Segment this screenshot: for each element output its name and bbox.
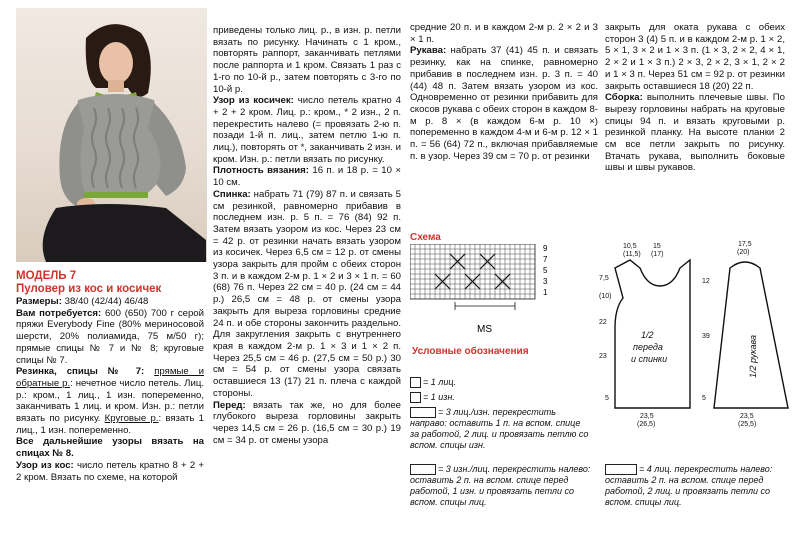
cross-left-symbol bbox=[410, 464, 436, 475]
further-paragraph bbox=[16, 436, 204, 459]
column-4 bbox=[605, 22, 785, 174]
density-paragraph bbox=[213, 165, 401, 188]
sleeve-outline bbox=[714, 262, 788, 408]
woman-in-sweater-illustration bbox=[16, 8, 207, 262]
repeat-label: MS bbox=[477, 324, 492, 335]
sizes-label: Размеры: bbox=[16, 296, 62, 307]
body-label-2: переда bbox=[633, 342, 663, 352]
sleeve-bottom-alt: (25,5) bbox=[738, 421, 757, 428]
front-label: Перед: bbox=[213, 399, 246, 411]
legend-cross-right bbox=[410, 407, 590, 451]
legend-purl bbox=[410, 392, 590, 403]
legend-text: = 1 изн. bbox=[423, 392, 455, 402]
chart-grid bbox=[410, 244, 535, 299]
knitting-chart bbox=[410, 244, 560, 336]
sizes-paragraph bbox=[16, 296, 204, 308]
further-note: Все дальнейшие узоры вязать на спицах № 8. bbox=[16, 436, 204, 460]
cable-pattern-paragraph bbox=[16, 460, 204, 483]
sleeve-value: набрать 37 (41) 45 п. и связать резинку, как на спинке, равномерно прибавив в последнем изн. р. 3 п. = 40 (44) 48 п. Затем вязать узором из кос. Одновременно от резинки прибавить для скосов рукава с обеих сторон в каждом 8-м р. 8 × (в каждом 6-м р. 10 ×) попеременно в каждом 4-м и 6-м р. 12 × 1 п. = 56 (64) 72 п., включая прибавляемые п. в узор. Через 39 см = 70 р. от резинки bbox=[410, 45, 598, 162]
top-width: 10,5 bbox=[623, 243, 637, 250]
front-continued: средние 20 п. и в каждом 2-м р. 2 × 2 и 3 × 1 п. bbox=[410, 22, 598, 45]
materials-value: 600 (650) 700 г серой пряжи Everybody Fine (80% мериносовой шерсти, 20% полиамида, 75 м/50 г); прямые спицы № 7 и № 8; круговые спицы № 7. bbox=[16, 307, 204, 366]
column-2 bbox=[213, 25, 401, 446]
materials-paragraph bbox=[16, 308, 204, 367]
rib-value: : нечетное число петель. Лиц. р.: кром., 1 лиц., 1 изн. попеременно, заканчивать 1 лиц. и кром. Изн. р.: петли вязать по рисунку. bbox=[16, 377, 204, 425]
model-number: МОДЕЛЬ 7 bbox=[16, 270, 77, 282]
sleeve-label: 1/2 рукава bbox=[748, 335, 758, 378]
model-name: Пуловер из кос и косичек bbox=[16, 283, 162, 295]
back-value: набрать 71 (79) 87 п. и связать 5 см резинкой, равномерно прибавив в последнем изн. р. 5 п. = 76 (84) 92 п. Затем вязать узором из кос. Через 23 см = 42 р. от резинки начать вязать узором из косичек. Через 6,5 см = 12 р. от смены узора закрыть для пройм с обеих сторон 3 п. и в каждом 2-м р. 1 × 2 и 3 × 1 п. = 60 (68) 76 п. Через 22 см = 40 р. (24 см = 44 р.) 26,5 см = 48 р. от смены узора закрыть для выреза горловины средние 24 п. и обе стороны закончить раздельно. Для закругления закрыть с внутреннего края в каждом 2-м р. 1 × 3 и 1 × 2 п. Через 25,5 см = 46 р. (27,5 см = 50 р.) 30 см = 54 р. от смены узора связать оставшиеся 13 (17) 21 п. плеча с каждой стороны. bbox=[213, 188, 401, 399]
body-schematic bbox=[585, 238, 695, 428]
back-label: Спинка: bbox=[213, 188, 251, 200]
purl-symbol bbox=[410, 392, 421, 403]
circular-rows-label: Круговые р. bbox=[104, 413, 159, 425]
body-width: 23,5 bbox=[640, 413, 654, 420]
armhole-height: 22 bbox=[599, 319, 607, 326]
side-length: 23 bbox=[599, 353, 607, 360]
rib-label: Резинка, спицы № 7: bbox=[16, 366, 145, 378]
cable-pattern-value: число петель кратно 8 + 2 + 2 кром. Вязать по схеме, на которой bbox=[16, 459, 204, 483]
row-number: 1 bbox=[543, 288, 548, 297]
legend-cross-left bbox=[410, 464, 595, 508]
assembly-paragraph bbox=[605, 92, 785, 174]
sleeve-continued: закрыть для оката рукава с обеих сторон 3 (4) 5 п. и в каждом 2-м р. 1 × 2, 5 × 1, 3 × 2 и 1 × 3 п. (1 × 3, 2 × 2, 4 × 1, 2 × 2 и 1 × 3 п.) 2 × 3, 2 × 2, 3 × 1, 2 × 2 и 1 × 3 п. Через 51 см = 92 р. от резинки закрыть оставшиеся 18 (20) 22 п. bbox=[605, 22, 785, 92]
knit-symbol bbox=[410, 377, 421, 388]
model-photo bbox=[16, 8, 207, 262]
body-label-3: и спинки bbox=[631, 354, 668, 364]
braid-paragraph bbox=[213, 95, 401, 165]
column-3 bbox=[410, 22, 598, 162]
cap-height: 12 bbox=[702, 278, 710, 285]
four-cross-symbol bbox=[605, 464, 637, 475]
legend-title: Условные обозначения bbox=[412, 346, 529, 357]
sleeve-rib: 5 bbox=[702, 395, 706, 402]
cross-right-symbol bbox=[410, 407, 436, 418]
rib-rows-label: прямые и обратные р. bbox=[16, 366, 204, 389]
circular-value: : вязать 1 лиц., 1 изн. попеременно. bbox=[16, 413, 204, 436]
braid-label: Узор из косичек: bbox=[213, 95, 294, 107]
top-width-alt: (11,5) bbox=[623, 251, 641, 258]
back-paragraph bbox=[213, 189, 401, 400]
chart-row-numbers bbox=[543, 244, 548, 297]
assembly-label: Сборка: bbox=[605, 92, 643, 104]
row-number: 7 bbox=[543, 255, 548, 264]
legend-text: = 4 лиц. перекрестить налево: оставить 2 п. на вспом. спице перед работой, 2 лиц. и провязать петли со вспом. спицы лиц. bbox=[605, 464, 773, 508]
braid-value: число петель кратно 4 + 2 + 2 кром. Лиц. р.: кром., * 2 изн., 2 п. перекрестить налево (= провязать 2-ю п. позади 1-й п. лиц., затем петлю 1-ю п. лиц.), повторять от *, заканчивать 2 изн. и кром. Изн. р.: петли вязать по рисунку. bbox=[213, 95, 401, 165]
rib-height: 5 bbox=[605, 395, 609, 402]
sleeve-label: Рукава: bbox=[410, 45, 447, 57]
shoulder-depth-alt: (10) bbox=[599, 293, 612, 300]
sizes-value: 38/40 (42/44) 46/48 bbox=[61, 296, 149, 307]
row-number: 9 bbox=[543, 244, 548, 253]
sleeve-bottom: 23,5 bbox=[740, 413, 754, 420]
legend-text: = 3 изн./лиц. перекрестить налево: оставить 2 п. на вспом. спице перед работой, 1 изн. и провязать петли со вспом. спицы лиц. bbox=[410, 464, 591, 508]
chart-title: Схема bbox=[410, 232, 441, 243]
legend-text: = 3 лиц./изн. перекрестить направо: оставить 1 п. на вспом. спице за работой, 2 лиц. и провязать петлю со вспом. спицы изн. bbox=[410, 407, 589, 451]
body-label-1: 1/2 bbox=[641, 330, 654, 340]
row-number: 5 bbox=[543, 266, 548, 275]
sleeve-top: 17,5 bbox=[738, 241, 752, 248]
sleeve-paragraph bbox=[410, 45, 598, 162]
column-1 bbox=[16, 270, 204, 483]
materials-label: Вам потребуется: bbox=[16, 307, 102, 319]
front-paragraph bbox=[213, 400, 401, 447]
neck-width-alt: (17) bbox=[651, 251, 664, 258]
shoulder-depth: 7,5 bbox=[599, 275, 609, 282]
assembly-value: выполнить плечевые швы. По вырезу горловины набрать на круговые спицы 94 п. и вязать круговыми р. резинкой планку. На высоте планки 2 см все петли закрыть по рисунку. Втачать рукава, выполнить боковые швы и швы рукавов. bbox=[605, 92, 785, 174]
sleeve-top-alt: (20) bbox=[737, 249, 750, 256]
front-value: вязать так же, но для более глубокого выреза горловины закрыть через 14,5 см = 26 р. (16,5 см = 30 р.) 19 см = 34 р. от смены узора bbox=[213, 399, 401, 446]
density-label: Плотность вязания: bbox=[213, 165, 309, 177]
pattern-continued: приведены только лиц. р., в изн. р. петли вязать по рисунку. Начинать с 1 кром., повторять раппорт, заканчивать петлями после раппорта и 1 кром. Связать 1 раз с 1-го по 10-й р., затем повторять с 3-го по 10-й р. bbox=[213, 25, 401, 95]
row-number: 3 bbox=[543, 277, 548, 286]
cable-pattern-label: Узор из кос: bbox=[16, 459, 74, 471]
density-value: 16 п. и 18 р. = 10 × 10 см. bbox=[213, 165, 401, 189]
legend-four-cross bbox=[605, 464, 790, 508]
neck-width: 15 bbox=[653, 243, 661, 250]
legend-knit bbox=[410, 377, 590, 388]
model-title bbox=[16, 270, 204, 296]
rib-paragraph bbox=[16, 366, 204, 436]
body-width-alt: (26,5) bbox=[637, 421, 656, 428]
sleeve-schematic bbox=[700, 238, 795, 428]
sleeve-length: 39 bbox=[702, 333, 710, 340]
legend-text: = 1 лиц. bbox=[423, 377, 456, 387]
